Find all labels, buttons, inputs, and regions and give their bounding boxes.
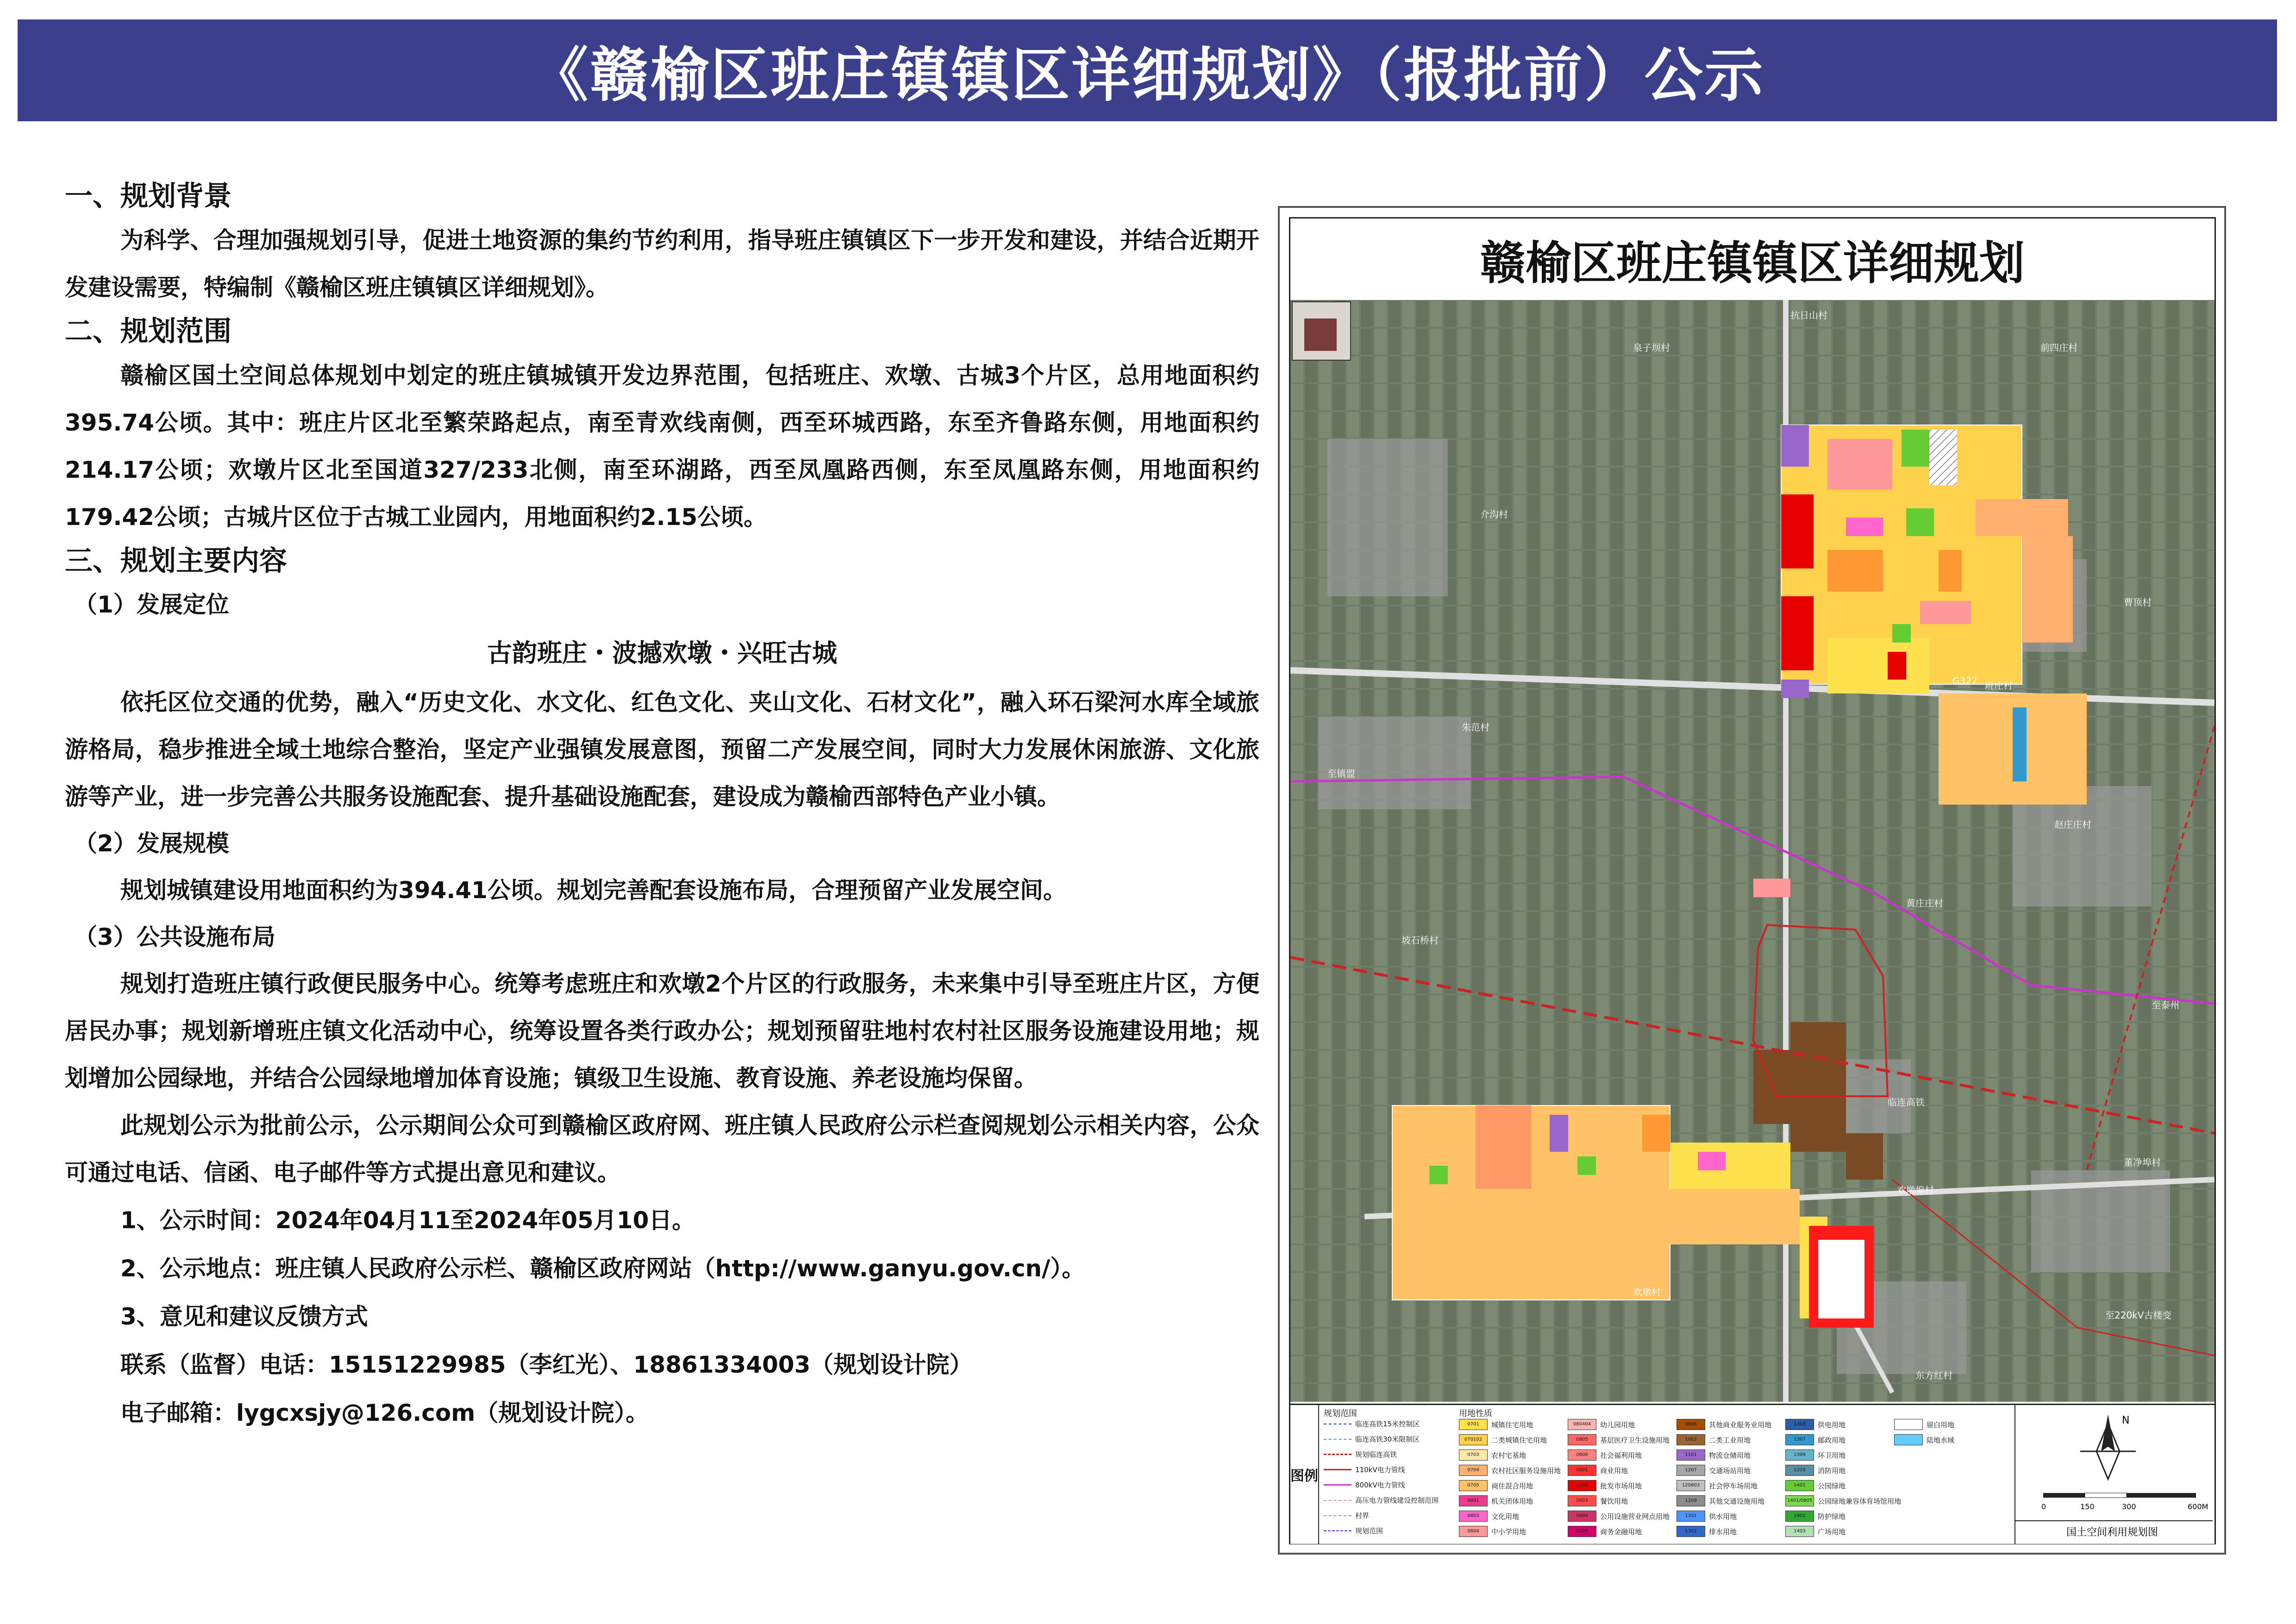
title-banner	[18, 19, 2277, 121]
legend-line-swatch	[1324, 1515, 1351, 1516]
legend-landuse-label: 文化用地	[1491, 1512, 1520, 1521]
planning-map	[1290, 300, 2215, 1402]
legend-landuse-item	[1894, 1434, 1954, 1445]
road-label: 至220kV古楼变	[2105, 1310, 2172, 1321]
legend-color-swatch: 0703	[1459, 1449, 1488, 1461]
feedback-heading: 3、意见和建议反馈方式	[120, 1303, 368, 1330]
notice-time: 1、公示时间：2024年04月11至2024年05月10日。	[120, 1207, 695, 1234]
legend-color-swatch: 0904	[1568, 1511, 1596, 1522]
locator-highlight	[1304, 319, 1337, 351]
legend-landuse-label: 机关团体用地	[1491, 1497, 1533, 1505]
village-label: 赵庄庄村	[2054, 819, 2091, 830]
legend-landuse-label: 留白用地	[1927, 1420, 1955, 1429]
legend-landuse-item	[1677, 1419, 1771, 1430]
legend-color-swatch: 1310	[1785, 1465, 1814, 1476]
village-label: 曹顶村	[2124, 597, 2152, 608]
legend-landuse-label: 城镇住宅用地	[1491, 1420, 1533, 1429]
legend-color-swatch: 1207	[1677, 1465, 1705, 1476]
legend-landuse-item	[1785, 1480, 1846, 1491]
legend-line-item	[1324, 1465, 1405, 1474]
legend-color-swatch: 0805	[1568, 1434, 1596, 1445]
village-label: 介沟村	[1480, 509, 1508, 520]
legend-landuse-item	[1568, 1480, 1642, 1491]
north-arrow-icon	[2101, 1414, 2115, 1451]
legend-landuse-item	[1568, 1449, 1642, 1461]
legend-landuse-label: 供电用地	[1818, 1420, 1846, 1429]
legend-body	[1320, 1405, 2014, 1544]
legend-landuse-item	[1677, 1434, 1751, 1445]
legend-landuse-label: 二类城镇住宅用地	[1491, 1436, 1547, 1444]
legend-landuse-label: 二类工业用地	[1709, 1436, 1751, 1444]
legend-landuse-label: 农村宅基地	[1491, 1451, 1526, 1460]
legend-color-swatch: 0704	[1459, 1465, 1488, 1476]
legend-landuse-item	[1459, 1511, 1519, 1522]
village-label: 前四庄村	[2040, 342, 2077, 353]
legend-landuse-label: 公园绿地	[1818, 1481, 1846, 1490]
village-label: 朱范村	[1462, 722, 1489, 733]
legend-line-item	[1324, 1495, 1439, 1505]
legend-landuse-label: 其他交通设施用地	[1709, 1497, 1765, 1505]
village-label: 欢墩村	[1633, 1287, 1661, 1298]
legend-landuse-item	[1677, 1465, 1751, 1476]
legend-color-swatch: 070102	[1459, 1434, 1488, 1445]
legend-landuse-item	[1459, 1419, 1533, 1430]
notice-text-column	[65, 176, 1259, 1437]
legend-color-swatch: 1403	[1785, 1526, 1814, 1537]
village-label: 坡石桥村	[1401, 935, 1439, 946]
legend-color-swatch: 0905	[1568, 1526, 1596, 1537]
legend-color-swatch: 0903	[1568, 1495, 1596, 1506]
notice-location: 2、公示地点：班庄镇人民政府公示栏、赣榆区政府网站（http://www.ganyu.gov.cn/）。	[120, 1255, 1085, 1282]
legend-landuse-item	[1568, 1495, 1628, 1506]
legend-landuse-item	[1677, 1526, 1737, 1537]
legend-color-swatch: 0902	[1568, 1480, 1596, 1491]
legend-landuse-label: 公园绿地兼容体育场馆用地	[1818, 1497, 1902, 1505]
scale-tick: 0	[2041, 1502, 2046, 1511]
legend-group-scope: 规划范围	[1324, 1409, 1357, 1418]
scale-bar-segment	[2127, 1493, 2196, 1498]
legend-color-swatch: 0801	[1459, 1495, 1488, 1506]
subheading-positioning: （1）发展定位	[74, 591, 229, 618]
legend-landuse-label: 防护绿地	[1818, 1512, 1846, 1521]
legend-line-swatch	[1324, 1500, 1351, 1501]
compass-north-label: N	[2122, 1415, 2130, 1426]
map-type-label: 国土空间利用规划图	[2066, 1527, 2158, 1538]
legend-landuse-item	[1459, 1495, 1533, 1506]
legend-color-swatch: 1307	[1785, 1434, 1814, 1445]
legend-landuse-label: 社会福利用地	[1600, 1451, 1642, 1460]
legend-color-swatch: 1402	[1785, 1511, 1814, 1522]
legend-landuse-label: 邮政用地	[1818, 1436, 1846, 1444]
legend-line-label: 高压电力管线建设控制范围	[1355, 1496, 1439, 1505]
legend-color-swatch: 1303	[1785, 1419, 1814, 1430]
positioning-slogan: 古韵班庄・波撼欢墩・兴旺古城	[487, 638, 837, 668]
contact-phone: 联系（监督）电话：15151229985（李红光）、18861334003（规划设计院）	[120, 1351, 973, 1378]
scale-tick: 300	[2122, 1502, 2136, 1511]
legend-landuse-label: 物流仓储用地	[1709, 1451, 1751, 1460]
legend-color-swatch: 0804	[1459, 1526, 1488, 1537]
road-label: 至泰州	[2152, 999, 2179, 1011]
legend-line-label: 110kV电力管线	[1355, 1466, 1405, 1474]
notice-paragraph: 此规划公示为批前公示，公示期间公众可到赣榆区政府网、班庄镇人民政府公示栏查阅规划公示相关内容，公众可通过电话、信函、电子邮件等方式提出意见和建议。	[65, 1112, 1259, 1186]
scale-bar-segment	[2043, 1493, 2085, 1498]
legend-landuse-label: 商住混合用地	[1491, 1481, 1533, 1490]
legend-landuse-item	[1459, 1449, 1526, 1461]
planning-map-inner	[1289, 217, 2216, 1544]
map-legend	[1290, 1404, 2215, 1544]
page-title: 《赣榆区班庄镇镇区详细规划》（报批前）公示	[530, 41, 1765, 109]
road-label: G327	[1952, 675, 1977, 687]
legend-landuse-item	[1894, 1419, 1954, 1430]
legend-color-swatch	[1894, 1434, 1923, 1445]
legend-color-swatch: 080404	[1568, 1419, 1596, 1430]
contact-email: 电子邮箱：lygcxsjy@126.com（规划设计院）。	[120, 1399, 649, 1426]
legend-line-label: 临连高铁30米限制区	[1355, 1435, 1420, 1443]
legend-color-swatch	[1894, 1419, 1923, 1430]
legend-landuse-label: 陆地水域	[1927, 1436, 1955, 1444]
legend-landuse-label: 餐饮用地	[1600, 1497, 1628, 1505]
legend-color-swatch: 1302	[1677, 1526, 1705, 1537]
legend-landuse-item	[1785, 1495, 1901, 1506]
legend-color-swatch: 1301	[1677, 1511, 1705, 1522]
legend-line-swatch	[1324, 1439, 1351, 1440]
legend-landuse-label: 环卫用地	[1818, 1451, 1846, 1460]
legend-color-swatch: 120803	[1677, 1480, 1705, 1491]
village-block	[1327, 439, 1448, 596]
legend-landuse-item	[1677, 1511, 1737, 1522]
facilities-paragraph: 规划打造班庄镇行政便民服务中心。统筹考虑班庄和欢墩2个片区的行政服务，未来集中引导至班庄片区，方便居民办事；规划新增班庄镇文化活动中心，统筹设置各类行政办公；规划预留驻地村农村社区服务设施建设用地；规划增加公园绿地，并结合公园绿地增加体育设施；镇级卫生设施、教育设施、养老设施均保留。	[65, 970, 1259, 1092]
legend-landuse-item	[1459, 1526, 1526, 1537]
legend-landuse-label: 公用设施营业网点用地	[1600, 1512, 1670, 1521]
legend-landuse-item	[1459, 1480, 1533, 1491]
section-heading-content: 三、规划主要内容	[65, 545, 287, 577]
legend-landuse-label: 商务金融用地	[1600, 1527, 1642, 1536]
road-label: 临连高铁	[1888, 1097, 1925, 1108]
legend-color-swatch: 0806	[1568, 1449, 1596, 1461]
legend-landuse-item	[1677, 1449, 1751, 1461]
legend-line-label: 村界	[1355, 1512, 1370, 1520]
scale-tick: 150	[2080, 1502, 2095, 1511]
legend-color-swatch: 1209	[1677, 1495, 1705, 1506]
legend-group-landuse: 用地性质	[1459, 1409, 1492, 1418]
legend-landuse-item	[1785, 1449, 1846, 1461]
legend-line-swatch	[1324, 1530, 1351, 1531]
background-paragraph: 为科学、合理加强规划引导，促进土地资源的集约节约利用，指导班庄镇镇区下一步开发和建设，并结合近期开发建设需要，特编制《赣榆区班庄镇镇区详细规划》。	[65, 227, 1259, 301]
legend-landuse-label: 消防用地	[1818, 1466, 1846, 1475]
village-block	[1318, 717, 1471, 809]
legend-landuse-item	[1568, 1526, 1642, 1537]
legend-line-label: 800kV电力管线	[1355, 1481, 1405, 1489]
legend-landuse-label: 交通场站用地	[1709, 1466, 1751, 1475]
legend-landuse-label: 幼儿园用地	[1600, 1420, 1635, 1429]
legend-color-swatch: 1101	[1677, 1449, 1705, 1461]
legend-landuse-label: 批发市场用地	[1600, 1481, 1642, 1490]
legend-landuse-item	[1459, 1434, 1547, 1445]
legend-line-label: 规划范围	[1355, 1527, 1383, 1535]
village-label: 东方红村	[1915, 1370, 1952, 1381]
legend-landuse-label: 商业用地	[1600, 1466, 1628, 1475]
legend-color-swatch: 0803	[1459, 1511, 1488, 1522]
legend-landuse-item	[1785, 1434, 1846, 1445]
legend-landuse-item	[1785, 1511, 1846, 1522]
map-svg	[1290, 300, 2215, 1402]
scale-paragraph: 规划城镇建设用地面积约为394.41公顷。规划完善配套设施布局，合理预留产业发展空间。	[120, 877, 1066, 904]
legend-color-swatch: 0701	[1459, 1419, 1488, 1430]
legend-landuse-item	[1568, 1511, 1670, 1522]
legend-color-swatch: 0705	[1459, 1480, 1488, 1491]
legend-landuse-item	[1459, 1465, 1561, 1476]
section-heading-scope: 二、规划范围	[65, 315, 231, 348]
legend-label	[1290, 1405, 1319, 1544]
legend-landuse-item	[1785, 1526, 1846, 1537]
section-heading-background: 一、规划背景	[65, 180, 231, 212]
village-label: 黄庄庄村	[1906, 898, 1943, 909]
planning-map-frame	[1278, 206, 2226, 1555]
legend-line-label: 规划临连高铁	[1355, 1450, 1397, 1459]
legend-landuse-label: 广场用地	[1818, 1527, 1846, 1536]
legend-color-swatch: 1309	[1785, 1449, 1814, 1461]
scale-tick: 600M	[2188, 1502, 2208, 1511]
subheading-scale: （2）发展规模	[74, 830, 229, 857]
legend-landuse-item	[1568, 1465, 1628, 1476]
legend-line-item	[1324, 1511, 1369, 1520]
legend-line-swatch	[1324, 1469, 1351, 1470]
legend-landuse-label: 供水用地	[1709, 1512, 1737, 1521]
subheading-facilities: （3）公共设施布局	[74, 924, 275, 950]
legend-landuse-item	[1785, 1465, 1846, 1476]
legend-title: 图例	[1290, 1468, 1318, 1484]
legend-line-item	[1324, 1526, 1383, 1536]
compass-scale-box	[2014, 1405, 2215, 1544]
legend-line-label: 临连高铁15米控制区	[1355, 1420, 1420, 1428]
compass-svg	[2015, 1405, 2213, 1542]
legend-landuse-item	[1568, 1434, 1670, 1445]
legend-landuse-item	[1568, 1419, 1635, 1430]
legend-line-swatch	[1324, 1454, 1351, 1455]
legend-color-swatch: 0906	[1677, 1419, 1705, 1430]
legend-color-swatch: 1401	[1785, 1480, 1814, 1491]
positioning-paragraph: 依托区位交通的优势，融入“历史文化、水文化、红色文化、夹山文化、石材文化”，融入环石梁河水库全域旅游格局，稳步推进全域土地综合整治，坚定产业强镇发展意图，预留二产发展空间，同时大力发展休闲旅游、文化旅游等产业，进一步完善公共服务设施配套、提升基础设施配套，建设成为赣榆西部特色产业小镇。	[65, 689, 1259, 810]
legend-landuse-label: 基层医疗卫生设施用地	[1600, 1436, 1670, 1444]
legend-landuse-label: 其他商业服务业用地	[1709, 1420, 1772, 1429]
scope-paragraph: 赣榆区国土空间总体规划中划定的班庄镇城镇开发边界范围，包括班庄、欢墩、古城3个片区，总用地面积约395.74公顷。其中：班庄片区北至繁荣路起点，南至青欢线南侧，西至环城西路，东至齐鲁路东侧，用地面积约214.17公顷；欢墩片区北至国道327/233北侧，南至环湖路，西至凤凰路西侧，东至凤凰路东侧，用地面积约179.42公顷；古城片区位于古城工业园内，用地面积约2.15公顷。	[65, 362, 1259, 531]
legend-landuse-label: 排水用地	[1709, 1527, 1737, 1536]
legend-line-swatch	[1324, 1484, 1351, 1486]
legend-landuse-item	[1785, 1419, 1846, 1430]
village-label: 班庄村	[1985, 680, 2013, 691]
road-label: 至镇盟	[1327, 768, 1355, 779]
legend-line-item	[1324, 1480, 1405, 1490]
legend-color-swatch: 1401/0805	[1785, 1495, 1814, 1506]
legend-landuse-label: 社会停车场用地	[1709, 1481, 1758, 1490]
legend-color-swatch: 0901	[1568, 1465, 1596, 1476]
village-label: 泉子坝村	[1633, 342, 1670, 353]
village-label: 欢墩埠村	[1897, 1185, 1934, 1196]
legend-landuse-item	[1677, 1495, 1764, 1506]
scale-bar-segment	[2085, 1493, 2127, 1498]
map-title: 赣榆区班庄镇镇区详细规划	[1290, 219, 2215, 301]
legend-landuse-label: 中小学用地	[1491, 1527, 1526, 1536]
legend-color-swatch: 1002	[1677, 1434, 1705, 1445]
legend-line-item	[1324, 1434, 1420, 1444]
village-label: 抗日山村	[1790, 310, 1827, 321]
village-label: 董净埠村	[2124, 1157, 2161, 1168]
legend-landuse-label: 农村社区服务设施用地	[1491, 1466, 1561, 1475]
legend-line-item	[1324, 1449, 1397, 1459]
isolated-parcel	[1753, 879, 1790, 897]
legend-line-item	[1324, 1419, 1420, 1429]
legend-landuse-item	[1677, 1480, 1758, 1491]
